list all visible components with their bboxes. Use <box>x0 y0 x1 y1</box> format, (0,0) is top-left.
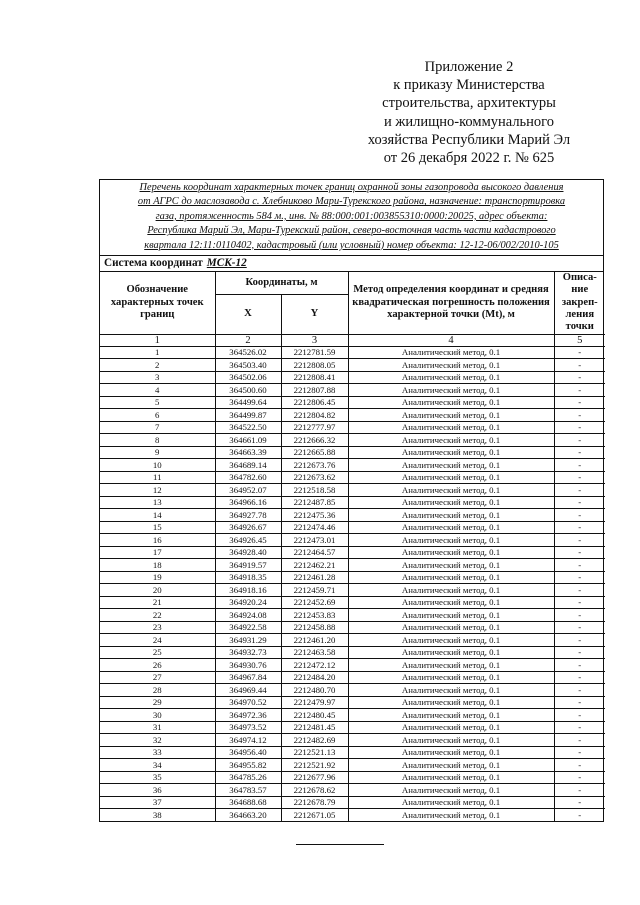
table-row <box>100 496 605 509</box>
fixing-cell: - <box>554 784 605 797</box>
appendix-line: от 26 декабря 2022 г. № 625 <box>383 150 555 167</box>
x-coordinate-cell: 364970.52 <box>215 696 281 709</box>
fixing-cell: - <box>554 359 605 372</box>
y-coordinate-cell: 2212808.41 <box>281 371 348 384</box>
table-row <box>100 809 605 821</box>
method-cell: Аналитический метод, 0.1 <box>348 484 554 497</box>
x-coordinate-cell: 364928.40 <box>215 546 281 559</box>
method-cell: Аналитический метод, 0.1 <box>348 534 554 547</box>
x-header: X <box>215 294 281 334</box>
table-row <box>100 596 605 609</box>
table-row <box>100 371 605 384</box>
fixing-cell: - <box>554 759 605 772</box>
column-number: 5 <box>554 334 605 346</box>
table-row <box>100 534 605 547</box>
fixing-cell: - <box>554 596 605 609</box>
appendix-line: хозяйства Республики Марий Эл <box>367 131 571 148</box>
table-row <box>100 734 605 747</box>
y-coordinate-cell: 2212806.45 <box>281 396 348 409</box>
fixing-cell: - <box>554 384 605 397</box>
x-coordinate-cell: 364974.12 <box>215 734 281 747</box>
column-number: 4 <box>348 334 554 346</box>
fixing-cell: - <box>554 371 605 384</box>
table-row <box>100 559 605 572</box>
appendix-line: и жилищно-коммунального <box>383 113 555 130</box>
method-cell: Аналитический метод, 0.1 <box>348 734 554 747</box>
y-coordinate-cell: 2212482.69 <box>281 734 348 747</box>
point-number-cell: 38 <box>100 809 215 821</box>
x-coordinate-cell: 364966.16 <box>215 496 281 509</box>
method-cell: Аналитический метод, 0.1 <box>348 509 554 522</box>
method-cell: Аналитический метод, 0.1 <box>348 546 554 559</box>
fixing-header: Описа-ние закреп-ления точки <box>554 272 605 334</box>
x-coordinate-cell: 364661.09 <box>215 434 281 447</box>
y-coordinate-cell: 2212463.58 <box>281 646 348 659</box>
point-number-cell: 33 <box>100 746 215 759</box>
appendix-line: Приложение 2 <box>424 59 514 75</box>
fixing-cell: - <box>554 609 605 622</box>
x-coordinate-cell: 364663.39 <box>215 446 281 459</box>
table-row <box>100 359 605 372</box>
x-coordinate-cell: 364956.40 <box>215 746 281 759</box>
fixing-cell: - <box>554 746 605 759</box>
y-coordinate-cell: 2212474.46 <box>281 521 348 534</box>
point-number-cell: 21 <box>100 596 215 609</box>
y-coordinate-cell: 2212807.88 <box>281 384 348 397</box>
point-number-cell: 29 <box>100 696 215 709</box>
table-row <box>100 421 605 434</box>
method-cell: Аналитический метод, 0.1 <box>348 621 554 634</box>
fixing-cell: - <box>554 709 605 722</box>
fixing-cell: - <box>554 559 605 572</box>
x-coordinate-cell: 364689.14 <box>215 459 281 472</box>
footnote-divider <box>296 844 384 845</box>
y-coordinate-cell: 2212678.62 <box>281 784 348 797</box>
y-coordinate-cell: 2212452.69 <box>281 596 348 609</box>
y-coordinate-cell: 2212459.71 <box>281 584 348 597</box>
y-coordinate-cell: 2212481.45 <box>281 721 348 734</box>
method-cell: Аналитический метод, 0.1 <box>348 634 554 647</box>
method-cell: Аналитический метод, 0.1 <box>348 684 554 697</box>
point-number-cell: 16 <box>100 534 215 547</box>
table-row <box>100 621 605 634</box>
x-coordinate-cell: 364920.24 <box>215 596 281 609</box>
table-row <box>100 634 605 647</box>
x-coordinate-cell: 364930.76 <box>215 659 281 672</box>
table-row <box>100 696 605 709</box>
x-coordinate-cell: 364918.35 <box>215 571 281 584</box>
table-row <box>100 659 605 672</box>
method-cell: Аналитический метод, 0.1 <box>348 471 554 484</box>
method-header: Метод определения координат и средняя квадратическая погрешность положения характерной точки (Mt), м <box>348 272 554 334</box>
method-cell: Аналитический метод, 0.1 <box>348 446 554 459</box>
point-number-cell: 18 <box>100 559 215 572</box>
fixing-cell: - <box>554 446 605 459</box>
point-number-cell: 6 <box>100 409 215 422</box>
y-coordinate-cell: 2212804.82 <box>281 409 348 422</box>
point-number-cell: 37 <box>100 796 215 809</box>
point-number-cell: 11 <box>100 471 215 484</box>
table-row <box>100 746 605 759</box>
coordinate-system-label: Система координат <box>104 257 203 270</box>
x-coordinate-cell: 364955.82 <box>215 759 281 772</box>
fixing-cell: - <box>554 534 605 547</box>
y-coordinate-cell: 2212665.88 <box>281 446 348 459</box>
method-cell: Аналитический метод, 0.1 <box>348 459 554 472</box>
method-cell: Аналитический метод, 0.1 <box>348 409 554 422</box>
x-coordinate-cell: 364499.87 <box>215 409 281 422</box>
x-coordinate-cell: 364526.02 <box>215 346 281 359</box>
table-row <box>100 459 605 472</box>
x-coordinate-cell: 364926.67 <box>215 521 281 534</box>
x-coordinate-cell: 364499.64 <box>215 396 281 409</box>
y-coordinate-cell: 2212673.62 <box>281 471 348 484</box>
point-number-cell: 19 <box>100 571 215 584</box>
fixing-cell: - <box>554 646 605 659</box>
fixing-cell: - <box>554 584 605 597</box>
point-number-cell: 34 <box>100 759 215 772</box>
fixing-cell: - <box>554 546 605 559</box>
y-coordinate-cell: 2212453.83 <box>281 609 348 622</box>
point-number-cell: 20 <box>100 584 215 597</box>
method-cell: Аналитический метод, 0.1 <box>348 396 554 409</box>
x-coordinate-cell: 364688.68 <box>215 796 281 809</box>
fixing-cell: - <box>554 796 605 809</box>
table-row <box>100 771 605 784</box>
description-line: от АГРС до маслозавода с. Хлебниково Мари-Турекского района, назначение: транспортировка <box>137 196 566 208</box>
point-number-cell: 3 <box>100 371 215 384</box>
point-number-cell: 28 <box>100 684 215 697</box>
y-coordinate-cell: 2212458.88 <box>281 621 348 634</box>
table-row <box>100 709 605 722</box>
point-number-cell: 31 <box>100 721 215 734</box>
fixing-cell: - <box>554 634 605 647</box>
table-row <box>100 346 605 359</box>
table-row <box>100 509 605 522</box>
point-number-cell: 14 <box>100 509 215 522</box>
point-number-cell: 15 <box>100 521 215 534</box>
y-coordinate-cell: 2212518.58 <box>281 484 348 497</box>
method-cell: Аналитический метод, 0.1 <box>348 571 554 584</box>
method-cell: Аналитический метод, 0.1 <box>348 721 554 734</box>
fixing-cell: - <box>554 721 605 734</box>
fixing-cell: - <box>554 496 605 509</box>
point-number-cell: 13 <box>100 496 215 509</box>
method-cell: Аналитический метод, 0.1 <box>348 709 554 722</box>
fixing-cell: - <box>554 684 605 697</box>
x-coordinate-cell: 364922.58 <box>215 621 281 634</box>
method-cell: Аналитический метод, 0.1 <box>348 759 554 772</box>
table-row <box>100 646 605 659</box>
x-coordinate-cell: 364926.45 <box>215 534 281 547</box>
method-cell: Аналитический метод, 0.1 <box>348 434 554 447</box>
point-number-cell: 24 <box>100 634 215 647</box>
point-number-cell: 35 <box>100 771 215 784</box>
method-cell: Аналитический метод, 0.1 <box>348 609 554 622</box>
x-coordinate-cell: 364663.20 <box>215 809 281 821</box>
fixing-cell: - <box>554 809 605 821</box>
x-coordinate-cell: 364918.16 <box>215 584 281 597</box>
fixing-cell: - <box>554 621 605 634</box>
point-number-cell: 9 <box>100 446 215 459</box>
point-number-cell: 30 <box>100 709 215 722</box>
method-cell: Аналитический метод, 0.1 <box>348 784 554 797</box>
method-cell: Аналитический метод, 0.1 <box>348 384 554 397</box>
table-row <box>100 571 605 584</box>
x-coordinate-cell: 364932.73 <box>215 646 281 659</box>
appendix-line: к приказу Министерства <box>393 77 545 94</box>
fixing-cell: - <box>554 659 605 672</box>
method-cell: Аналитический метод, 0.1 <box>348 796 554 809</box>
column-number: 2 <box>215 334 281 346</box>
point-number-cell: 27 <box>100 671 215 684</box>
table-row <box>100 784 605 797</box>
point-number-cell: 4 <box>100 384 215 397</box>
y-coordinate-cell: 2212487.85 <box>281 496 348 509</box>
point-number-cell: 23 <box>100 621 215 634</box>
y-coordinate-cell: 2212479.97 <box>281 696 348 709</box>
fixing-cell: - <box>554 671 605 684</box>
x-coordinate-cell: 364967.84 <box>215 671 281 684</box>
y-coordinate-cell: 2212678.79 <box>281 796 348 809</box>
fixing-cell: - <box>554 421 605 434</box>
fixing-cell: - <box>554 484 605 497</box>
method-cell: Аналитический метод, 0.1 <box>348 421 554 434</box>
point-number-cell: 7 <box>100 421 215 434</box>
y-coordinate-cell: 2212671.05 <box>281 809 348 821</box>
table-row <box>100 684 605 697</box>
x-coordinate-cell: 364931.29 <box>215 634 281 647</box>
x-coordinate-cell: 364522.50 <box>215 421 281 434</box>
fixing-cell: - <box>554 396 605 409</box>
table-row <box>100 609 605 622</box>
table-row <box>100 409 605 422</box>
description-line: квартала 12:11:0110402, кадастровый (или условный) номер объекта: 12-12-06/002/2010-105 <box>144 239 559 251</box>
x-coordinate-cell: 364502.06 <box>215 371 281 384</box>
table-row <box>100 521 605 534</box>
y-coordinate-cell: 2212462.21 <box>281 559 348 572</box>
y-coordinate-cell: 2212472.12 <box>281 659 348 672</box>
y-coordinate-cell: 2212475.36 <box>281 509 348 522</box>
point-number-cell: 26 <box>100 659 215 672</box>
point-number-cell: 17 <box>100 546 215 559</box>
coordinate-system-name: МСК-12 <box>206 257 247 270</box>
column-number: 3 <box>281 334 348 346</box>
fixing-cell: - <box>554 409 605 422</box>
method-cell: Аналитический метод, 0.1 <box>348 371 554 384</box>
fixing-cell: - <box>554 509 605 522</box>
column-number: 1 <box>100 334 215 346</box>
point-number-cell: 25 <box>100 646 215 659</box>
fixing-cell: - <box>554 521 605 534</box>
coords-header: Координаты, м <box>215 272 348 294</box>
point-number-cell: 8 <box>100 434 215 447</box>
coordinates-table <box>100 272 605 821</box>
fixing-cell: - <box>554 734 605 747</box>
y-coordinate-cell: 2212521.13 <box>281 746 348 759</box>
point-number-cell: 2 <box>100 359 215 372</box>
table-row <box>100 434 605 447</box>
method-cell: Аналитический метод, 0.1 <box>348 809 554 821</box>
fixing-cell: - <box>554 771 605 784</box>
fixing-cell: - <box>554 434 605 447</box>
method-cell: Аналитический метод, 0.1 <box>348 771 554 784</box>
y-coordinate-cell: 2212480.70 <box>281 684 348 697</box>
point-number-cell: 32 <box>100 734 215 747</box>
object-description <box>100 180 603 256</box>
point-number-cell: 22 <box>100 609 215 622</box>
table-row <box>100 471 605 484</box>
fixing-cell: - <box>554 346 605 359</box>
x-coordinate-cell: 364782.60 <box>215 471 281 484</box>
table-row <box>100 446 605 459</box>
x-coordinate-cell: 364927.78 <box>215 509 281 522</box>
x-coordinate-cell: 364973.52 <box>215 721 281 734</box>
y-coordinate-cell: 2212461.20 <box>281 634 348 647</box>
method-cell: Аналитический метод, 0.1 <box>348 596 554 609</box>
y-coordinate-cell: 2212521.92 <box>281 759 348 772</box>
fixing-cell: - <box>554 459 605 472</box>
x-coordinate-cell: 364924.08 <box>215 609 281 622</box>
method-cell: Аналитический метод, 0.1 <box>348 559 554 572</box>
method-cell: Аналитический метод, 0.1 <box>348 646 554 659</box>
description-line: газа, протяженность 584 м., инв. № 88:000:001:003855310:0000:20025, адрес объекта: <box>155 210 548 222</box>
y-coordinate-cell: 2212777.97 <box>281 421 348 434</box>
y-header: Y <box>281 294 348 334</box>
x-coordinate-cell: 364500.60 <box>215 384 281 397</box>
fixing-cell: - <box>554 571 605 584</box>
y-coordinate-cell: 2212673.76 <box>281 459 348 472</box>
x-coordinate-cell: 364919.57 <box>215 559 281 572</box>
method-cell: Аналитический метод, 0.1 <box>348 584 554 597</box>
x-coordinate-cell: 364503.40 <box>215 359 281 372</box>
table-row <box>100 796 605 809</box>
y-coordinate-cell: 2212484.20 <box>281 671 348 684</box>
y-coordinate-cell: 2212677.96 <box>281 771 348 784</box>
description-line: Республика Марий Эл, Мари-Турекский район, северо-восточная часть части кадастрового <box>147 225 556 237</box>
y-coordinate-cell: 2212808.05 <box>281 359 348 372</box>
table-row <box>100 584 605 597</box>
method-cell: Аналитический метод, 0.1 <box>348 359 554 372</box>
table-row <box>100 484 605 497</box>
x-coordinate-cell: 364972.36 <box>215 709 281 722</box>
point-header: Обозначение характерных точек границ <box>100 272 215 334</box>
table-row <box>100 759 605 772</box>
fixing-cell: - <box>554 696 605 709</box>
description-line: Перечень координат характерных точек границ охранной зоны газопровода высокого давления <box>139 182 564 193</box>
method-cell: Аналитический метод, 0.1 <box>348 696 554 709</box>
point-number-cell: 1 <box>100 346 215 359</box>
x-coordinate-cell: 364952.07 <box>215 484 281 497</box>
x-coordinate-cell: 364783.57 <box>215 784 281 797</box>
y-coordinate-cell: 2212666.32 <box>281 434 348 447</box>
table-row <box>100 671 605 684</box>
y-coordinate-cell: 2212461.28 <box>281 571 348 584</box>
y-coordinate-cell: 2212781.59 <box>281 346 348 359</box>
point-number-cell: 5 <box>100 396 215 409</box>
table-row <box>100 396 605 409</box>
y-coordinate-cell: 2212473.01 <box>281 534 348 547</box>
method-cell: Аналитический метод, 0.1 <box>348 659 554 672</box>
method-cell: Аналитический метод, 0.1 <box>348 671 554 684</box>
appendix-line: строительства, архитектуры <box>382 95 556 112</box>
point-number-cell: 10 <box>100 459 215 472</box>
x-coordinate-cell: 364969.44 <box>215 684 281 697</box>
method-cell: Аналитический метод, 0.1 <box>348 746 554 759</box>
y-coordinate-cell: 2212480.45 <box>281 709 348 722</box>
table-row <box>100 721 605 734</box>
table-row <box>100 384 605 397</box>
point-number-cell: 36 <box>100 784 215 797</box>
x-coordinate-cell: 364785.26 <box>215 771 281 784</box>
y-coordinate-cell: 2212464.57 <box>281 546 348 559</box>
method-cell: Аналитический метод, 0.1 <box>348 346 554 359</box>
coordinates-document <box>99 179 604 822</box>
method-cell: Аналитический метод, 0.1 <box>348 496 554 509</box>
table-row <box>100 546 605 559</box>
method-cell: Аналитический метод, 0.1 <box>348 521 554 534</box>
appendix-header <box>330 58 608 167</box>
fixing-cell: - <box>554 471 605 484</box>
coordinate-system <box>100 256 603 272</box>
point-number-cell: 12 <box>100 484 215 497</box>
